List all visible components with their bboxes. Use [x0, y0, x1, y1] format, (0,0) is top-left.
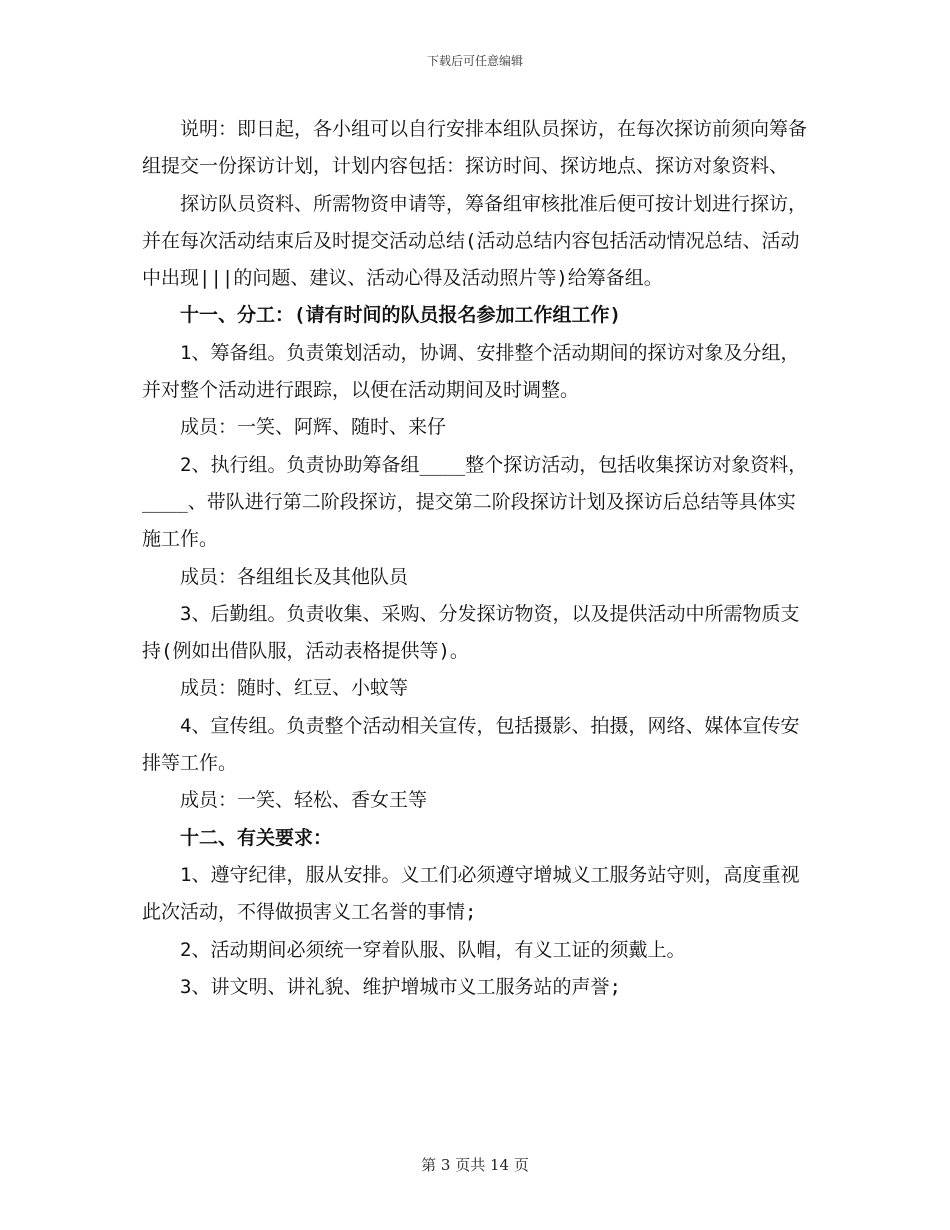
- paragraph-logistics-group: 3、后勤组。负责收集、采购、分发探访物资，以及提供活动中所需物质支持(例如出借队服，活动表格提供等)。: [142, 602, 800, 663]
- paragraph-requirement-1: 1、遵守纪律，服从安排。义工们必须遵守增城义工服务站守则，高度重视此次活动，不得做损害义工名誉的事情;: [142, 863, 800, 924]
- paragraph-exec-group: 2、执行组。负责协助筹备组____整个探访活动，包括收集探访对象资料，____、带队进行第二阶段探访，提交第二阶段探访计划及探访后总结等具体实施工作。: [142, 453, 808, 551]
- document-body: [142, 111, 810, 1006]
- paragraph-publicity-group: 4、宣传组。负责整个活动相关宣传，包括摄影、拍摄，网络、媒体宣传安排等工作。: [142, 714, 800, 775]
- paragraph-exec-members: 成员：各组组长及其他队员: [180, 565, 409, 588]
- section-heading-requirements: 十二、有关要求：: [180, 826, 333, 849]
- paragraph-requirement-2: 2、活动期间必须统一穿着队服、队帽，有义工证的须戴上。: [180, 938, 686, 961]
- paragraph-explanation-continued: 探访队员资料、所需物资申请等，筹备组审核批准后便可按计划进行探访，并在每次活动结束后及时提交活动总结(活动总结内容包括活动情况总结、活动中出现|||的问题、建议、活动心得及活动照片等)给筹备组。: [142, 192, 808, 290]
- section-heading-division: 十一、分工：(请有时间的队员报名参加工作组工作): [180, 304, 621, 327]
- paragraph-explanation: 说明：即日起，各小组可以自行安排本组队员探访，在每次探访前须向筹备组提交一份探访计划，计划内容包括：探访时间、探访地点、探访对象资料、: [142, 118, 808, 178]
- paragraph-prep-members: 成员：一笑、阿辉、随时、来仔: [180, 416, 447, 439]
- paragraph-prep-group: 1、筹备组。负责策划活动，协调、安排整个活动期间的探访对象及分组，并对整个活动进行跟踪，以便在活动期间及时调整。: [142, 341, 800, 402]
- paragraph-logistics-members: 成员：随时、红豆、小蚊等: [180, 677, 409, 700]
- paragraph-requirement-3: 3、讲文明、讲礼貌、维护增城市义工服务站的声誉;: [180, 975, 621, 998]
- page-header: 下载后可任意编辑: [426, 54, 523, 68]
- paragraph-publicity-members: 成员：一笑、轻松、香女王等: [180, 789, 428, 812]
- page-footer: 第 3 页共 14 页: [421, 1156, 529, 1174]
